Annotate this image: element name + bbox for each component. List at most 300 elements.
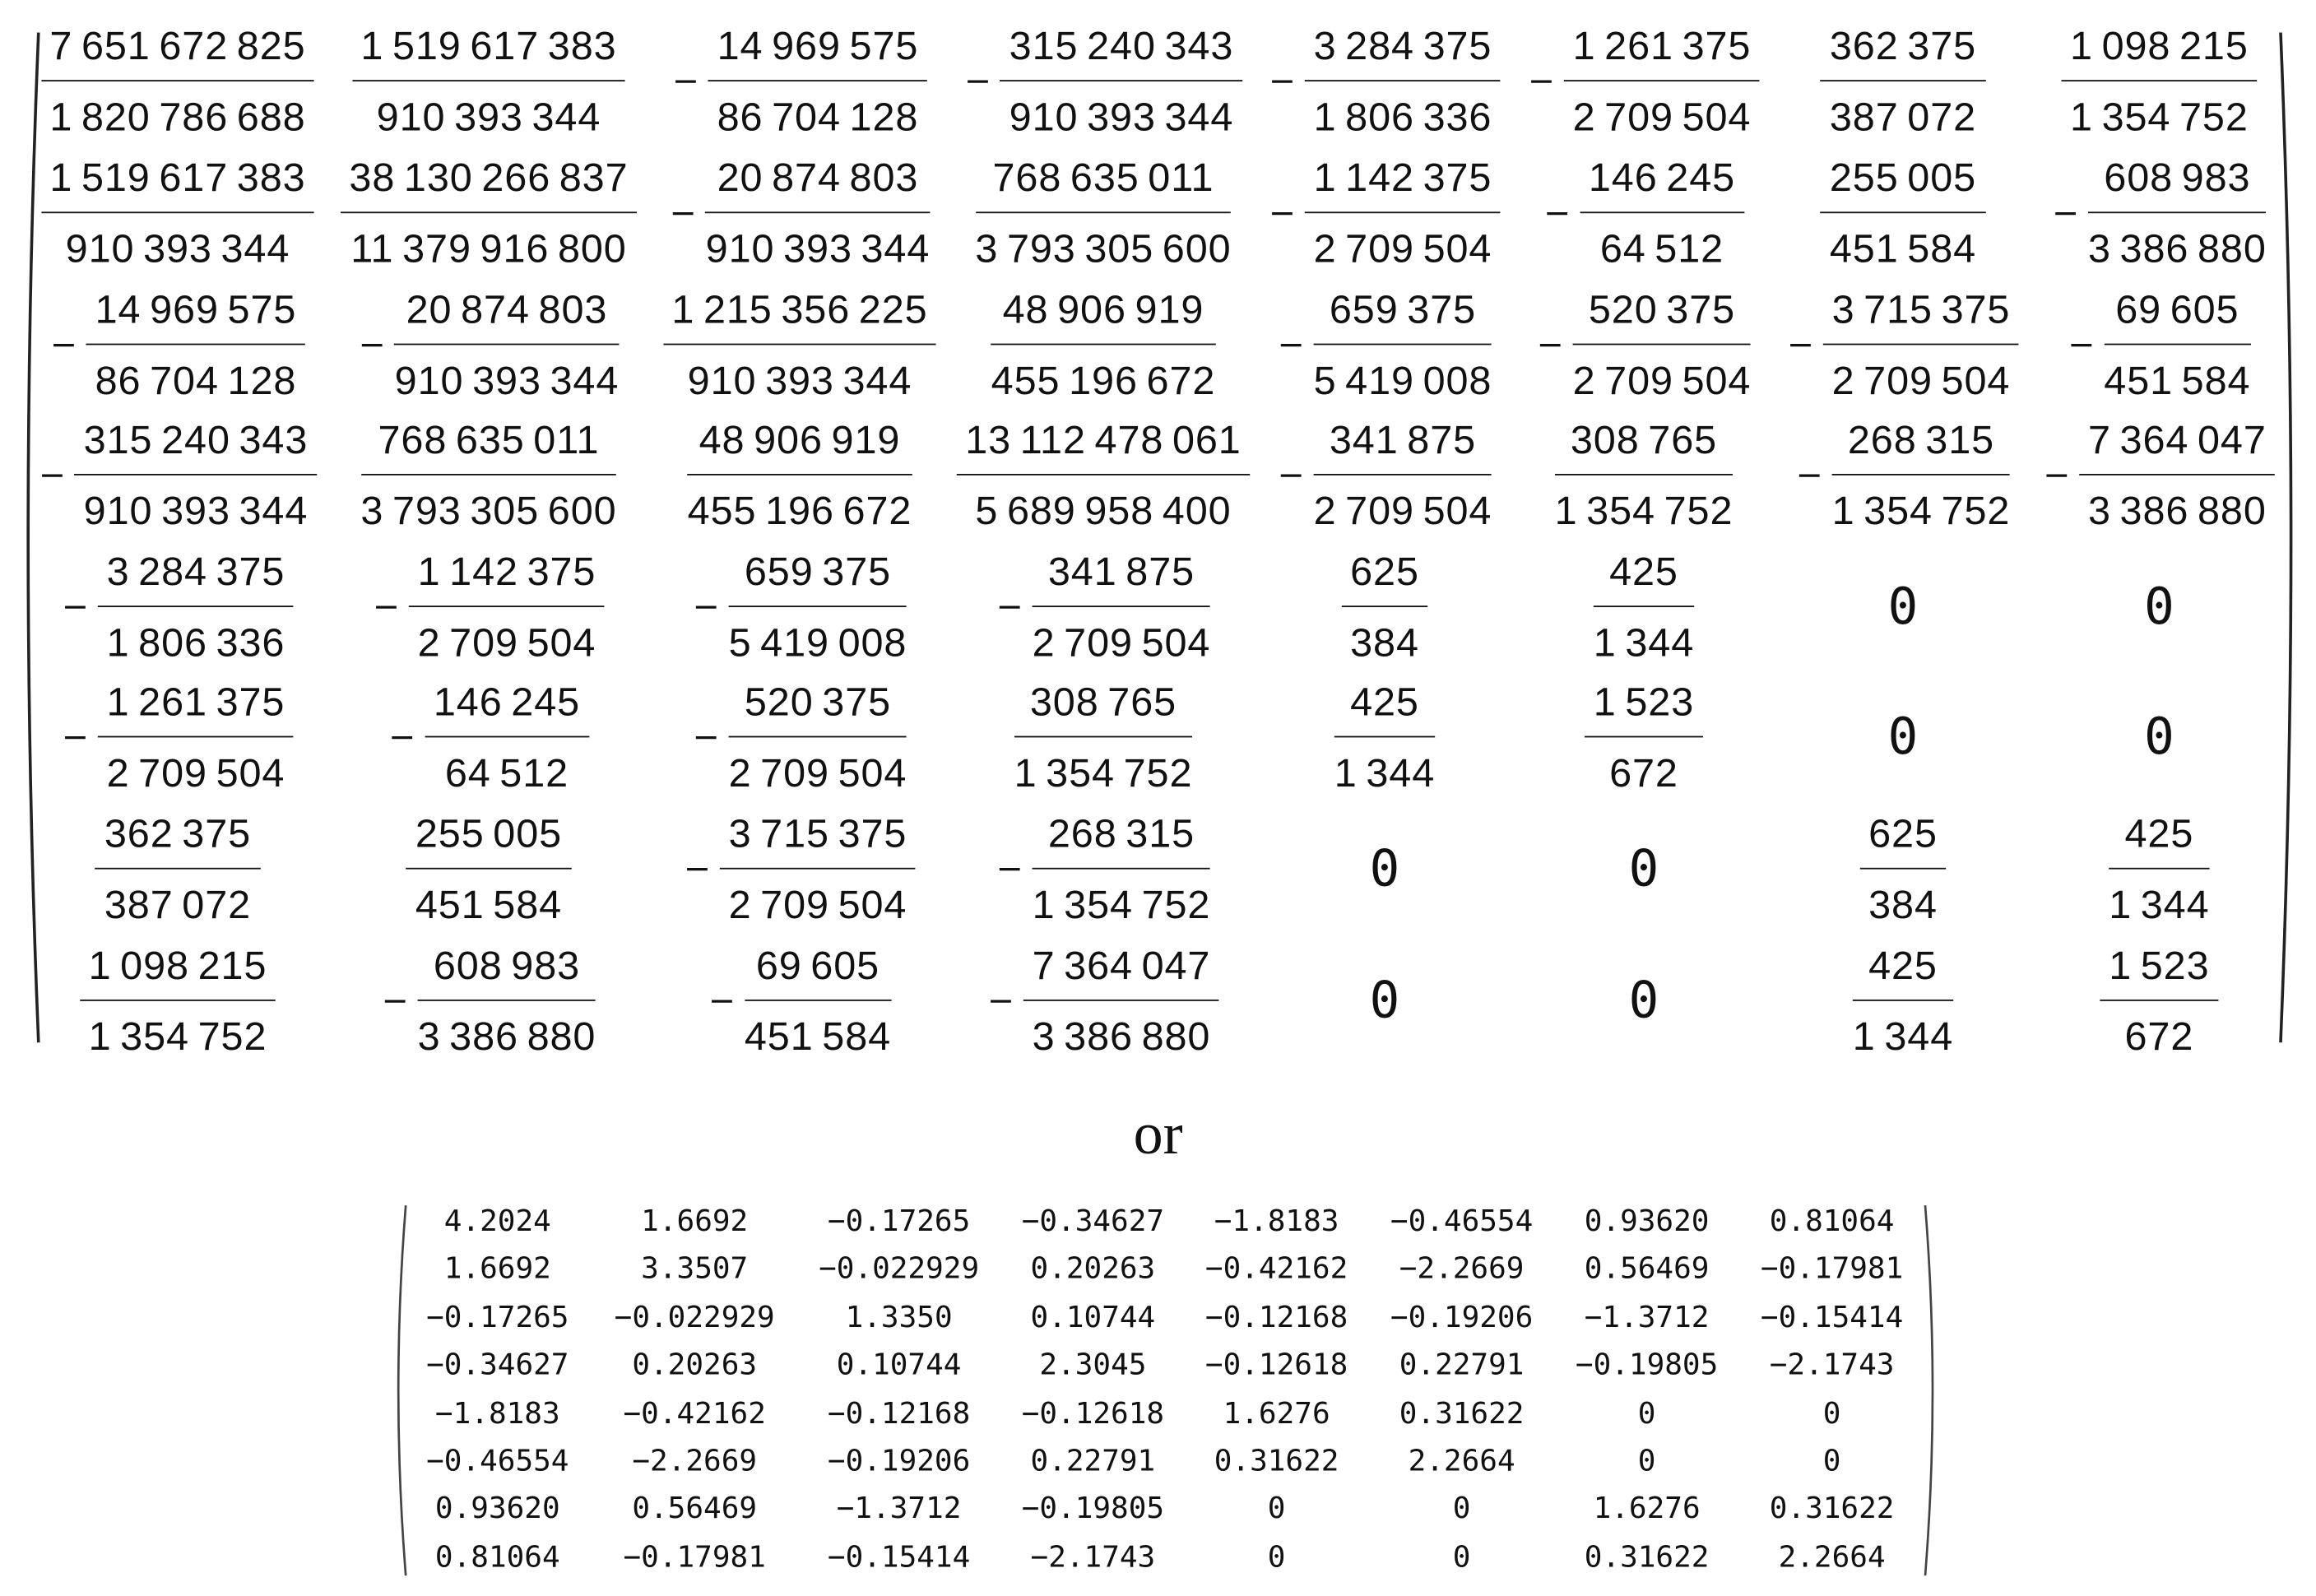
fraction [1000,16,1242,146]
fraction [1334,672,1435,802]
denominator: 3 386 880 [1032,1014,1211,1059]
decimal-cell: −0.46554 [1390,1202,1534,1238]
decimal-cell: −0.12168 [827,1394,971,1431]
denominator: 2 709 504 [1831,358,2011,403]
fraction [1821,16,1985,146]
fraction [95,804,260,934]
fraction-cell [1996,936,2316,1066]
decimal-cell: 2.3045 [1039,1346,1147,1382]
denominator: 910 393 344 [83,489,309,533]
fraction-bar [1823,344,2019,346]
denominator: 672 [1609,750,1678,796]
denominator: 451 584 [1829,226,1977,271]
denominator: 384 [1868,882,1938,927]
minus-sign: − [358,326,386,364]
fraction-bar [1014,736,1193,738]
decimal-cell: 0.56469 [1584,1250,1710,1287]
numerator: 425 [1609,549,1678,594]
numerator: 69 605 [2115,287,2239,332]
fraction [98,542,294,672]
numerator: 3 284 375 [1313,23,1492,68]
fraction-bar [1305,211,1501,213]
fraction-bar [2061,80,2257,81]
fraction [1341,542,1427,672]
denominator: 2 709 504 [1032,620,1211,666]
minus-sign: − [996,851,1023,888]
fraction [1314,280,1492,410]
fraction-cell [326,936,652,1066]
minus-sign: − [1277,457,1305,494]
zero-entry: 0 [1887,708,1919,768]
fraction [745,936,891,1066]
denominator: 3 793 305 600 [975,226,1232,271]
fraction-bar [745,1000,891,1001]
numerator: 1 142 375 [417,549,596,594]
fraction [1014,672,1193,802]
fraction-bar [663,344,937,346]
fraction-bar [1033,868,1211,870]
fraction-cell [326,542,652,672]
fraction [1821,148,1985,278]
denominator: 2 709 504 [1572,358,1752,403]
decimal-cell: 0.93620 [1584,1202,1710,1238]
fraction [75,411,317,541]
numerator: 1 261 375 [1572,23,1752,68]
decimal-cell: 1.6692 [443,1250,551,1287]
fraction-cell [940,411,1266,541]
fraction [2079,411,2275,541]
numerator: 308 765 [1570,417,1718,462]
numerator: 659 375 [1329,287,1477,332]
denominator: 910 393 344 [705,226,931,271]
numerator: 520 375 [744,680,892,725]
decimal-cell: −0.022929 [819,1250,980,1287]
fraction [80,936,276,1066]
decimal-cell: −1.3712 [836,1490,962,1526]
fraction-bar [1821,211,1985,213]
fraction [98,672,294,802]
decimal-cell: 1.3350 [845,1298,953,1334]
minus-sign: − [2068,326,2096,364]
decimal-cell: 2.2664 [1778,1538,1886,1575]
decimal-cell: 1.6276 [1593,1490,1701,1526]
decimal-cell: 0.56469 [632,1490,758,1526]
numerator: 7 364 047 [2088,417,2267,462]
fraction-cell [940,16,1266,146]
numerator: 69 605 [755,943,880,988]
fraction-bar [1305,80,1501,81]
numerator: 146 245 [1588,155,1736,200]
fraction-bar [80,1000,276,1001]
numerator: 3 284 375 [106,549,285,594]
minus-sign: − [49,326,78,364]
numerator: 13 112 478 061 [965,417,1242,462]
numerator: 255 005 [415,811,563,856]
fraction [425,672,589,802]
minus-sign: − [963,63,992,100]
fraction [1564,16,1760,146]
decimal-cell: −0.42162 [1204,1250,1348,1287]
fraction [2088,148,2267,278]
minus-sign: − [381,982,409,1020]
zero-entry: 0 [1628,839,1659,899]
denominator: 3 793 305 600 [360,489,617,533]
denominator: 5 419 008 [1313,358,1492,403]
decimal-cell: 0 [1822,1394,1841,1431]
numerator: 608 983 [433,943,581,988]
decimal-cell: −0.12618 [1021,1394,1165,1431]
fraction [1033,804,1211,934]
fraction-bar [975,211,1231,213]
fraction-cell [326,16,652,146]
fraction-bar [1580,211,1744,213]
fraction [360,411,616,541]
denominator: 1 354 752 [1032,882,1211,927]
decimal-cell: −0.15414 [827,1538,971,1575]
fraction-bar [688,474,912,476]
fraction-bar [1033,605,1211,607]
denominator: 1 354 752 [2070,95,2249,140]
numerator: 1 261 375 [106,680,285,725]
fraction-bar [1594,605,1694,607]
fraction-bar [956,474,1250,476]
numerator: 425 [1350,680,1419,725]
denominator: 672 [2124,1014,2194,1059]
numerator: 3 715 375 [728,811,907,856]
denominator: 3 386 880 [2088,226,2267,271]
fraction-cell [1996,16,2316,146]
decimal-cell: −0.19206 [1390,1298,1534,1334]
fraction [41,16,315,146]
numerator: 768 635 011 [378,417,600,462]
denominator: 1 354 752 [1831,489,2011,533]
fraction-bar [341,211,638,213]
fraction-bar [360,474,616,476]
fraction-cell [637,804,963,934]
denominator: 2 709 504 [728,882,907,927]
fraction-bar [75,474,317,476]
fraction-cell [1996,280,2316,410]
minus-sign: − [1268,63,1296,100]
fraction [1580,148,1744,278]
fraction [720,804,916,934]
fraction-bar [425,736,589,738]
fraction-cell [940,542,1266,672]
decimal-cell: −0.17981 [623,1538,766,1575]
fraction-cell [15,280,341,410]
decimal-cell: −0.17981 [1760,1250,1904,1287]
fraction-cell [940,280,1266,410]
numerator: 625 [1868,811,1938,856]
numerator: 7 364 047 [1032,943,1211,988]
fraction [1573,280,1752,410]
minus-sign: − [986,982,1014,1020]
fraction [991,280,1216,410]
fraction [975,148,1231,278]
zero-entry: 0 [1887,578,1919,637]
or-connector: or [1133,1100,1183,1167]
fraction-bar [95,868,260,870]
numerator: 520 375 [1588,287,1736,332]
fraction-cell [15,804,341,934]
fraction-bar [1585,736,1703,738]
numerator: 362 375 [1829,23,1977,68]
fraction [1823,280,2019,410]
fraction [2061,16,2257,146]
denominator: 451 584 [2104,358,2251,403]
fraction-bar [1334,736,1435,738]
fraction-bar [2104,344,2250,346]
fraction-bar [418,1000,596,1001]
fraction-bar [98,605,294,607]
decimal-cell: 1.6692 [641,1202,749,1238]
fraction [1305,148,1501,278]
decimal-cell: −0.12618 [1204,1346,1348,1382]
minus-sign: − [692,718,720,756]
minus-sign: − [372,588,400,626]
numerator: 1 519 617 383 [360,23,617,68]
decimal-cell: −0.17265 [827,1202,971,1238]
fraction [1832,411,2011,541]
numerator: 362 375 [104,811,252,856]
decimal-cell: −0.022929 [614,1298,775,1334]
fraction-bar [1555,474,1734,476]
fraction [406,804,571,934]
numerator: 1 098 215 [2070,23,2249,68]
minus-sign: − [996,588,1023,626]
fraction [1033,542,1211,672]
numerator: 625 [1350,549,1419,594]
numerator: 315 240 343 [1009,23,1234,68]
denominator: 455 196 672 [687,489,912,533]
fraction [2109,804,2209,934]
minus-sign: − [708,982,736,1020]
fraction-cell [637,936,963,1066]
zero-entry: 0 [1628,971,1659,1031]
fraction-bar [1564,80,1760,81]
decimal-cell: 0.22791 [1399,1346,1525,1382]
numerator: 768 635 011 [992,155,1214,200]
fraction [729,542,907,672]
denominator: 384 [1350,620,1419,666]
fraction-cell [15,542,341,672]
denominator: 451 584 [744,1014,892,1059]
fraction-bar [1821,80,1985,81]
minus-sign: − [692,588,720,626]
fraction-bar [1341,605,1427,607]
fraction-cell [637,672,963,802]
numerator: 1 523 [2109,943,2210,988]
fraction-cell [326,411,652,541]
fraction [1023,936,1219,1066]
decimal-cell: −1.8183 [1214,1202,1339,1238]
fraction-cell [637,148,963,278]
numerator: 268 315 [1847,417,1995,462]
fraction-cell [1996,804,2316,934]
fraction-bar [1314,344,1492,346]
denominator: 3 386 880 [2088,489,2267,533]
fraction-cell [326,280,652,410]
fraction [688,411,912,541]
fraction-cell [326,672,652,802]
fraction-cell [1996,148,2316,278]
denominator: 1 806 336 [106,620,285,666]
fraction [395,280,620,410]
fraction-bar [2109,868,2209,870]
fraction-cell [637,16,963,146]
fraction-bar [406,868,571,870]
decimal-cell: 0.22791 [1030,1442,1156,1478]
decimal-cell: 1.6276 [1223,1394,1330,1431]
denominator: 910 393 344 [65,226,290,271]
decimal-cell: −2.2669 [1399,1250,1525,1287]
denominator: 64 512 [444,750,569,796]
fraction-bar [352,80,626,81]
decimal-cell: 0.20263 [632,1346,758,1382]
numerator: 48 906 919 [699,417,901,462]
fraction-bar [2079,474,2275,476]
numerator: 341 875 [1329,417,1477,462]
minus-sign: − [1268,194,1296,232]
denominator: 387 072 [104,882,252,927]
minus-sign: − [38,457,67,494]
decimal-cell: 0 [1452,1490,1471,1526]
fraction [708,16,927,146]
fraction [86,280,305,410]
minus-sign: − [1795,457,1823,494]
fraction [1594,542,1694,672]
denominator: 1 354 752 [1554,489,1734,533]
fraction [2100,936,2218,1066]
fraction-cell [1996,411,2316,541]
fraction-bar [720,868,916,870]
numerator: 659 375 [744,549,892,594]
minus-sign: − [1786,326,1814,364]
minus-sign: − [669,194,697,232]
fraction-bar [729,736,907,738]
denominator: 1 344 [2109,882,2210,927]
decimal-cell: −0.34627 [1021,1202,1165,1238]
numerator: 3 715 375 [1831,287,2011,332]
fraction [729,672,907,802]
minus-sign: − [2052,194,2080,232]
denominator: 910 393 344 [394,358,620,403]
fraction-cell [940,672,1266,802]
numerator: 38 130 266 837 [349,155,629,200]
minus-sign: − [683,851,711,888]
fraction [956,411,1250,541]
denominator: 2 709 504 [1313,489,1492,533]
numerator: 146 245 [433,680,581,725]
fraction [409,542,605,672]
minus-sign: − [671,63,700,100]
denominator: 3 386 880 [417,1014,596,1059]
fraction [1853,936,1953,1066]
numerator: 425 [1868,943,1938,988]
decimal-cell: 0 [1452,1538,1471,1575]
denominator: 910 393 344 [1009,95,1234,140]
decimal-cell: 0.10744 [836,1346,962,1382]
denominator: 64 512 [1599,226,1724,271]
denominator: 2 709 504 [1313,226,1492,271]
fraction-cell [637,542,963,672]
fraction-cell [940,804,1266,934]
numerator: 1 523 [1593,680,1695,725]
decimal-cell: 0 [1637,1442,1656,1478]
decimal-cell: −0.17265 [426,1298,569,1334]
denominator: 1 354 752 [88,1014,267,1059]
decimal-cell: 0.81064 [434,1538,560,1575]
fraction [1305,16,1501,146]
numerator: 20 874 803 [717,155,919,200]
decimal-cell: −0.12168 [1204,1298,1348,1334]
minus-sign: − [388,718,416,756]
numerator: 20 874 803 [406,287,608,332]
decimal-cell: 0 [1822,1442,1841,1478]
fraction-cell [326,804,652,934]
fraction-bar [1573,344,1752,346]
denominator: 86 704 128 [95,358,297,403]
fraction [1859,804,1946,934]
numerator: 1 142 375 [1313,155,1492,200]
denominator: 1 820 786 688 [49,95,306,140]
fraction-bar [98,736,294,738]
decimal-matrix [388,1196,1943,1584]
decimal-cell: 0.81064 [1769,1202,1895,1238]
fraction-bar [2100,1000,2218,1001]
fraction [1585,672,1703,802]
minus-sign: − [1536,326,1564,364]
numerator: 268 315 [1047,811,1195,856]
minus-sign: − [61,588,89,626]
fraction-bar [708,80,927,81]
numerator: 7 651 672 825 [49,23,306,68]
minus-sign: − [1527,63,1555,100]
fraction [418,936,596,1066]
fraction-cell [637,280,963,410]
fraction [706,148,931,278]
decimal-cell: 0.31622 [1399,1394,1525,1431]
numerator: 315 240 343 [83,417,309,462]
decimal-cell: −0.46554 [426,1442,569,1478]
fraction [1314,411,1492,541]
numerator: 1 098 215 [88,943,267,988]
fraction-bar [2088,211,2267,213]
minus-sign: − [1543,194,1571,232]
fraction-bar [1832,474,2011,476]
decimal-cell: 4.2024 [443,1202,551,1238]
decimal-cell: 0 [1267,1538,1286,1575]
fraction-cell [1996,672,2316,802]
decimal-cell: −1.3712 [1584,1298,1710,1334]
fraction [1555,411,1734,541]
fraction-cell [15,411,341,541]
numerator: 425 [2124,811,2194,856]
decimal-cell: −0.19206 [827,1442,971,1478]
denominator: 451 584 [415,882,563,927]
fraction-bar [41,211,315,213]
minus-sign: − [1277,326,1305,364]
fraction-bar [1859,868,1946,870]
decimal-cell: −0.19805 [1021,1490,1165,1526]
fraction-bar [1314,474,1492,476]
decimal-cell: 0.31622 [1214,1442,1339,1478]
numerator: 14 969 575 [717,23,919,68]
denominator: 2 709 504 [728,750,907,796]
fraction-cell [637,411,963,541]
decimal-cell: 2.2664 [1408,1442,1515,1478]
fraction-cell [15,16,341,146]
